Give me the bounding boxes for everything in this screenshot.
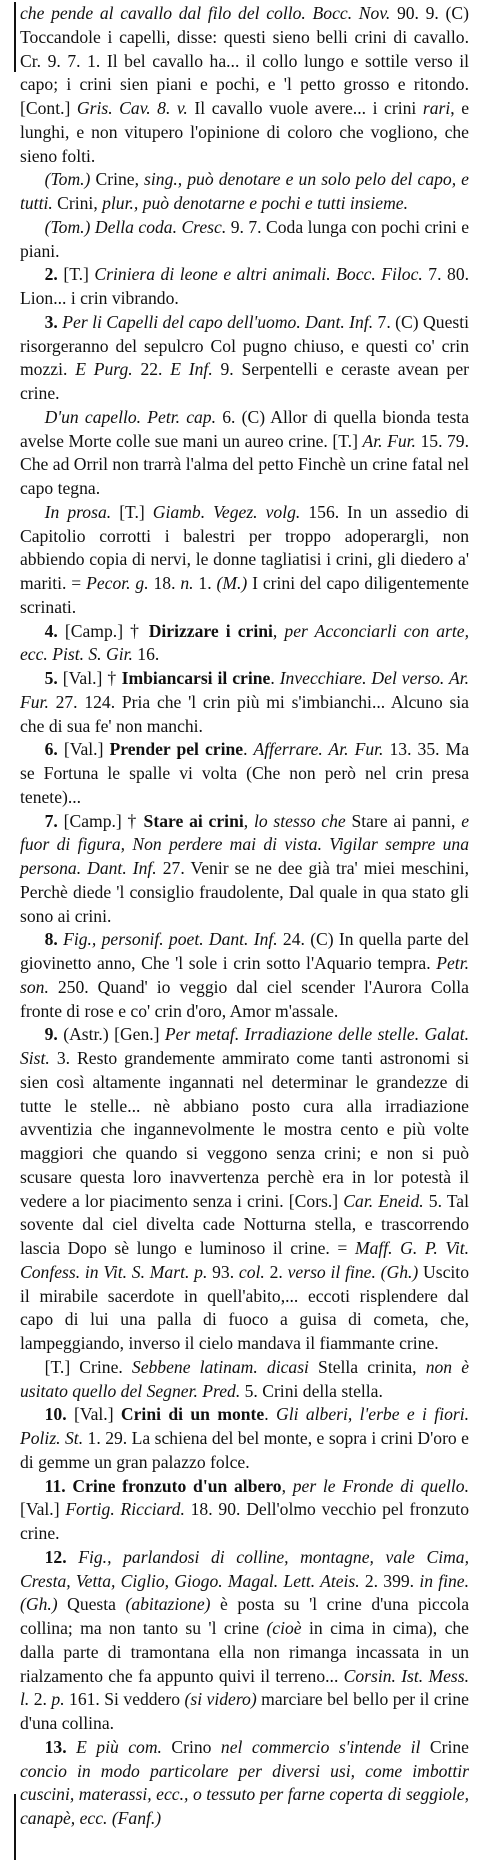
text-run: 2. 399.	[359, 1570, 420, 1591]
sense-marker: 6.	[44, 739, 58, 760]
text-run: [Camp.] †	[57, 620, 149, 641]
italic-text: (M.)	[216, 573, 248, 593]
italic-text: plur., può denotarne e pochi e tutti insieme.	[102, 193, 409, 213]
italic-text: p.	[51, 1689, 65, 1710]
italic-text: concio in modo particolare per diversi usi, come imbottir cuscini, materassi, ecc., o tessuto per farne coperta di seggiole, canapè, ecc. (Fanf.)	[20, 1760, 469, 1828]
sense-marker: Crine fronzuto d'un albero	[72, 1475, 282, 1496]
italic-text: lo stesso che	[253, 810, 346, 831]
italic-text: nel commercio s'intende il	[220, 1736, 421, 1757]
text-run: [Val.]	[66, 1404, 121, 1425]
entry-paragraph	[20, 738, 469, 809]
text-run: 22.	[132, 359, 171, 380]
dictionary-entry-body	[20, 2, 469, 1831]
text-run: ,	[243, 810, 254, 831]
italic-text: Corsin. Ist. Mess. l.	[20, 1665, 470, 1710]
sense-marker: 7.	[44, 810, 58, 831]
text-run: 24. (C) In quella parte del giovinetto anno, Che 'l sole i crin sotto l'Aquario tempra.	[20, 929, 469, 973]
italic-text: non è usitato quello del Segner. Pred.	[20, 1356, 469, 1401]
entry-paragraph	[20, 2, 469, 168]
left-margin-rule-top	[14, 2, 16, 72]
text-run: [T.] Crine.	[44, 1356, 132, 1377]
entry-paragraph	[20, 620, 469, 668]
italic-text: (Tom.)	[44, 169, 96, 190]
italic-text: Petr. son.	[20, 953, 469, 997]
italic-text: Maff. G. P. Vit. Confess. in Vit. S. Mart. p.	[20, 1238, 469, 1282]
text-run: , e lunghi, e non vitupero l'opinione di coloro che vogliono, che sieno folti.	[20, 98, 470, 166]
entry-paragraph	[20, 1475, 469, 1546]
italic-text: che pende al cavallo dal filo del collo. Bocc. Nov.	[20, 3, 391, 23]
italic-text: Fig., parlandosi di colline, montagne, vale Cima, Cresta, Vetta, Ciglio, Giogo. Magal. Lett. Ateis.	[20, 1546, 469, 1591]
text-run: 5. Crini della stella.	[240, 1380, 383, 1401]
entry-paragraph	[20, 810, 469, 929]
entry-paragraph	[20, 406, 469, 501]
italic-text: Sebbene latinam. dicasi	[131, 1356, 309, 1377]
italic-text: sing., può denotare e un solo pelo del capo, e tutti.	[20, 169, 469, 213]
italic-text: rari	[422, 98, 451, 118]
text-run: .	[264, 1404, 276, 1425]
italic-text: Gris. Cav. 8. v.	[76, 98, 188, 118]
text-run: 18.	[148, 573, 181, 593]
sense-marker: Crini di un monte	[120, 1404, 265, 1425]
entry-paragraph	[20, 667, 469, 738]
italic-text: n.	[180, 573, 194, 593]
text-run: 250. Quand' io veggio dal ciel scender l'Aurora Colla fronte di rose e co' crin d'oro, Amor m'assale.	[20, 976, 469, 1021]
text-run: [Val.]	[57, 739, 110, 760]
entry-paragraph	[20, 1023, 469, 1356]
text-run: 3. Resto grandemente ammirato come tanti astronomi si sien così altamente ingannati nel determinar le grandezze di tutte le stelle... nè abbiano posto cura alla irradiazione avventizia che ingannevolmente le mostra cento e più volte maggiori che quando si veggono senza crini; e non si può scusare questa loro inavvertenza perchè era in lor potestà il vedere a lor piacimento senza i crini. [Cors.]	[20, 1048, 469, 1211]
italic-text: Car. Eneid.	[343, 1190, 424, 1211]
italic-text: Ar. Fur.	[362, 430, 416, 451]
italic-text: Per li Capelli del capo dell'uomo. Dant. Inf.	[62, 311, 374, 332]
text-run: Uscito il mirabile sacerdote in quell'abito,... eccoti risplendere dal capo di lui una palla di fuoco a guisa di cometa, che, lampeggiando, inverso il cielo mandava il fiammante crine.	[20, 1261, 469, 1353]
italic-text: Pecor. g.	[86, 573, 149, 593]
entry-paragraph	[20, 216, 469, 264]
text-run: (Astr.) [Gen.]	[57, 1024, 165, 1045]
text-run: 90. 9. (C) Toccandole i capelli, disse: questi sieno belli crini di cavallo. Cr. 9. 7. 1. Il bel cavallo ha... il collo lungo e sottile verso il capo; i crini sien piani e pochi, e 'l petto grosso e ritondo. [Cont.]	[20, 3, 469, 118]
text-run: .	[243, 739, 254, 760]
italic-text: (abitazione)	[125, 1594, 211, 1615]
entry-paragraph	[20, 168, 469, 216]
sense-marker: 10.	[44, 1404, 67, 1425]
text-run: in cima in cima), che dalla parte di tramontana ella non rimanga incassata in un rialzamento che fa appunto quivi il terreno...	[20, 1618, 469, 1686]
italic-text: E Inf.	[170, 359, 213, 380]
text-run: 27. Venir se ne dee già tra' miei meschini, Perchè diede 'l consiglio fraudolente, Dal quale in qua stato gli sono ai crini.	[20, 858, 470, 926]
entry-paragraph	[20, 263, 469, 311]
italic-text: Gli alberi, l'erbe e i fiori. Poliz. St.	[20, 1404, 470, 1448]
italic-text: in fine. (Gh.)	[20, 1570, 469, 1615]
text-run: 161. Si veddero	[64, 1689, 185, 1710]
sense-marker: Imbiancarsi il crine	[121, 668, 271, 688]
sense-marker: 13.	[44, 1736, 67, 1757]
sense-marker: 3.	[44, 311, 58, 332]
text-run: Crine	[420, 1736, 469, 1757]
text-run: 6. (C) Allor di quella bionda testa avelse Morte colle sue mani un aureo crine. [T.]	[20, 406, 470, 451]
italic-text: Invecchiare. Del verso. Ar. Fur.	[20, 668, 469, 712]
text-run: [Val.] †	[57, 668, 122, 688]
text-run: Stare ai panni,	[345, 810, 462, 831]
entry-paragraph	[20, 501, 469, 620]
text-run	[67, 1737, 76, 1757]
sense-marker: Dirizzare i crini	[148, 620, 273, 641]
text-run: I crini del capo diligentemente scrinati.	[20, 573, 469, 617]
text-run: marciare bel bello per il crine d'una collina.	[20, 1689, 469, 1733]
text-run: 2.	[29, 1689, 52, 1710]
sense-marker: 8.	[44, 929, 58, 950]
entry-paragraph	[20, 1736, 469, 1831]
text-run: Crine,	[95, 169, 145, 190]
text-run: 1.	[193, 573, 217, 593]
italic-text: verso il fine. (Gh.)	[287, 1261, 419, 1282]
text-run: Stella crinita,	[308, 1356, 426, 1377]
text-run	[67, 1547, 79, 1567]
entry-paragraph	[20, 1356, 469, 1404]
entry-paragraph	[20, 1546, 469, 1736]
italic-text: (si videro)	[184, 1689, 257, 1710]
text-run: ,	[281, 1475, 293, 1496]
text-run: [Camp.] †	[57, 810, 144, 831]
italic-text: Criniera di leone e altri animali. Bocc. Filoc.	[94, 264, 423, 285]
sense-marker: 9.	[44, 1024, 58, 1045]
italic-text: Fortig. Ricciard.	[65, 1499, 185, 1520]
text-run: 7. 80. Lion... i crin vibrando.	[20, 264, 470, 308]
italic-text: col.	[238, 1261, 265, 1282]
italic-text: (Tom.) Della coda. Cresc.	[44, 216, 227, 237]
text-run: 2.	[264, 1261, 288, 1282]
text-run: 156. In un assedio di Capitolio corrotti i balestri per troppo adoperargli, non abbiendo copia di nervi, le donne tagliatisi i crini, gli diedero a' mariti. =	[20, 501, 470, 593]
sense-marker: 11.	[44, 1475, 66, 1496]
text-run: Crino	[161, 1736, 221, 1757]
text-run: 9. 7. Coda lunga con pochi crini e piani.	[20, 216, 470, 261]
italic-text: e fuor di figura, Non perdere mai di vista. Vigilar sempre una persona. Dant. Inf.	[20, 810, 470, 878]
sense-marker: 5.	[44, 668, 58, 688]
entry-paragraph	[20, 311, 469, 406]
italic-text: Afferrare. Ar. Fur.	[253, 739, 384, 760]
sense-marker: 4.	[44, 620, 58, 641]
text-run: 93.	[207, 1261, 239, 1282]
text-run: [Val.]	[20, 1499, 66, 1520]
sense-marker: Stare ai crini	[143, 810, 244, 831]
text-run: 9. Serpentelli e ceraste avean per crine.	[20, 359, 469, 403]
text-run: Questa	[57, 1594, 126, 1615]
text-run: [T.]	[57, 264, 95, 285]
text-run: 16.	[132, 644, 160, 665]
sense-marker: 12.	[44, 1546, 67, 1567]
italic-text: Per metaf. Irradiazione delle stelle. Galat. Sist.	[20, 1024, 469, 1068]
sense-marker: Prender pel crine	[109, 739, 244, 760]
text-run: ,	[272, 620, 285, 641]
text-run: 27. 124. Pria che 'l crin più mi s'imbianchi... Alcuno sia che di sua fe' non manchi.	[20, 691, 469, 736]
italic-text: E Purg.	[75, 359, 133, 380]
text-run: è posta su 'l crine d'una piccola collina; ma non tanto su 'l crine	[20, 1594, 469, 1638]
sense-marker: 2.	[44, 264, 58, 285]
italic-text: Fig., personif. poet. Dant. Inf.	[63, 929, 278, 950]
entry-paragraph	[20, 928, 469, 1023]
left-margin-rule-bottom	[14, 1794, 16, 1860]
italic-text: (cioè	[266, 1618, 302, 1638]
italic-text: per Acconciarli con arte, ecc. Pist. S. Gir.	[20, 620, 469, 665]
text-run: 13. 35. Ma se Fortuna le spalle vi volta (Che non però nel crin presa tenete)...	[20, 739, 470, 807]
text-run: 1. 29. La schiena del bel monte, e sopra i crini D'oro e di gemme un gran palazzo folce.	[20, 1428, 469, 1472]
text-run: [T.]	[111, 501, 153, 522]
italic-text: D'un capello. Petr. cap.	[44, 406, 217, 427]
text-run: .	[270, 668, 280, 688]
text-run: 7. (C) Questi risorgeranno del sepulcro Col pugno chiuso, e questi co' crin mozzi.	[20, 311, 469, 380]
italic-text: In prosa.	[44, 501, 112, 522]
text-run: 5. Tal sovente dal ciel divelta cade Notturna stella, e trascorrendo lascia Dopo sè lungo e luminoso il crine. =	[20, 1190, 469, 1258]
text-run: Crini,	[52, 193, 103, 213]
entry-paragraph	[20, 1403, 469, 1474]
italic-text: Giamb. Vegez. volg.	[152, 501, 301, 522]
text-run: 15. 79. Che ad Orril non trarrà l'alma del petto Finchè un crine fatal nel capo tegna.	[20, 430, 469, 498]
italic-text: E più com.	[76, 1736, 162, 1757]
italic-text: per le Fronde di quello.	[292, 1475, 469, 1496]
text-run: Il cavallo vuole avere... i crini	[187, 98, 423, 118]
text-run: 18. 90. Dell'olmo vecchio pel fronzuto crine.	[20, 1499, 469, 1543]
